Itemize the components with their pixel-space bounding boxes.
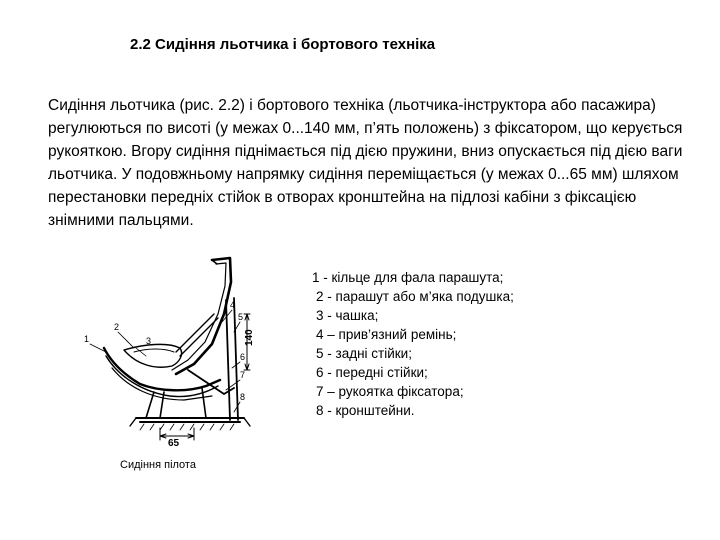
callout-3: 3 [146,336,152,346]
legend-item: 1 - кільце для фала парашута; [312,270,504,285]
rear-posts [226,298,238,420]
legend-item: 7 – рукоятка фіксатора; [316,384,464,399]
seat-backrest [176,258,231,374]
callout-6: 6 [240,352,246,362]
dim-height-label: 140 [244,329,255,346]
legend-item: 4 – прив’язний ремінь; [316,327,457,342]
seat-cushion [124,344,182,367]
legend-item: 8 - кронштейни. [316,403,415,418]
section-title: 2.2 Сидіння льотчика і бортового техніка [130,36,436,53]
legend-item: 2 - парашут або м’яка подушка; [316,289,514,304]
body-paragraph: Сидіння льотчика (рис. 2.2) і бортового техніка (льотчика-інструктора або пасажира) регулюються по висоті (у межах 0...140 мм, п’ять положень) з фіксатором, що керується рукояткою. Вгору сидіння піднімається під дією пружини, вниз опускається під дією ваги льотчика. У подовжньому напрямку сидіння переміщається (у межах 0...65 мм) шляхом перестановки передніх стійок в отворах кронштейна на підлозі кабіни з фіксацією знімними пальцями. [48,97,683,229]
dim-travel-label: 65 [168,438,180,448]
callout-7: 7 [240,370,246,380]
legend-item: 6 - передні стійки; [316,365,428,380]
figure-caption: Сидіння пілота [120,459,196,471]
callout-5: 5 [238,312,244,322]
figure-legend [312,268,672,420]
callout-8: 8 [240,392,246,402]
seat-backrest-inner [172,263,226,370]
pilot-seat-drawing [84,252,264,448]
lock-handle [188,370,234,394]
legend-item: 3 - чашка; [316,308,379,323]
callout-1: 1 [84,334,90,344]
callout-2: 2 [114,322,120,332]
legend-item: 5 - задні стійки; [316,346,412,361]
bracket [136,418,244,422]
callout-4: 4 [230,300,236,310]
